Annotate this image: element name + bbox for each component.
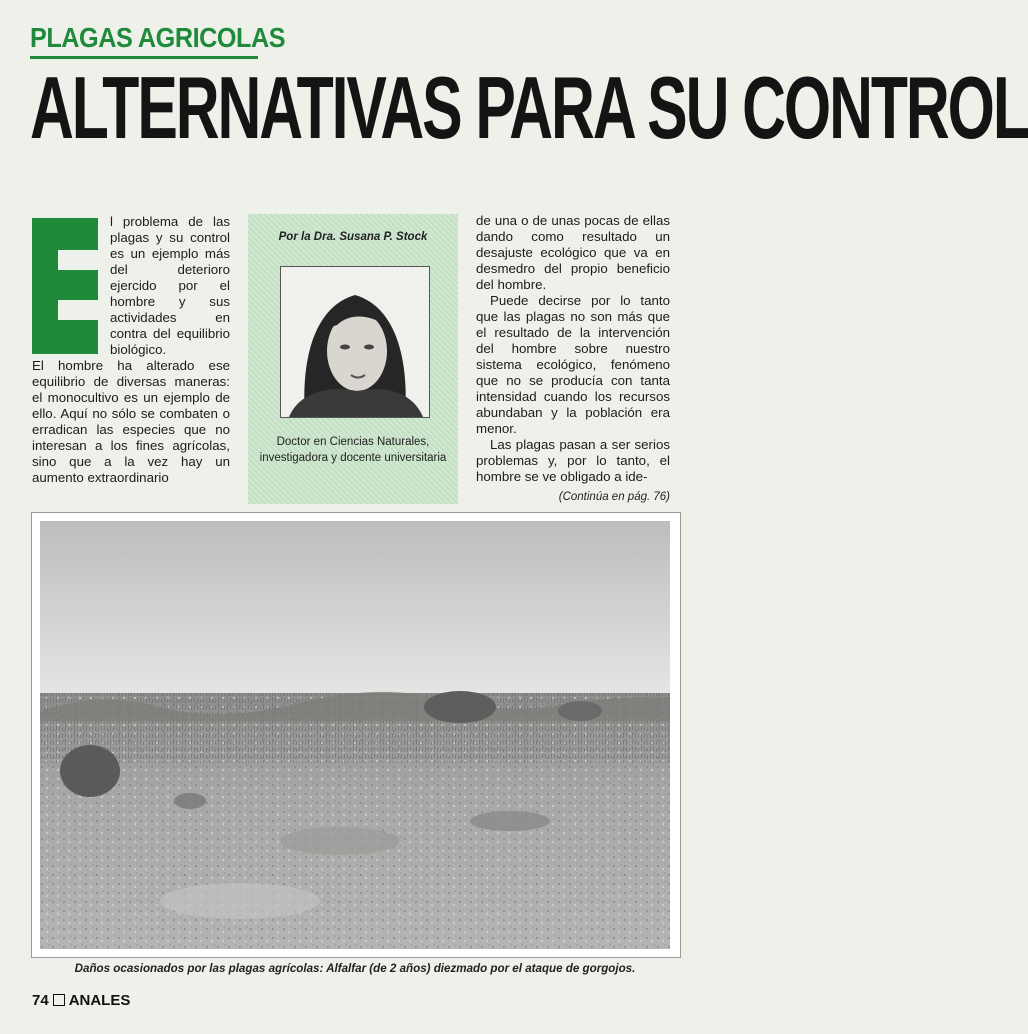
page-footer	[32, 992, 130, 1009]
credential-line: Doctor en Ciencias Naturales,	[276, 436, 430, 448]
author-credentials	[248, 434, 458, 466]
author-portrait	[280, 266, 430, 418]
page-number: 74	[32, 992, 49, 1009]
magazine-name: ANALES	[68, 992, 131, 1009]
paragraph: Las plagas pasan a ser serios problemas y, por lo tanto, el hombre se ve obligado a ide-	[476, 437, 670, 484]
continued-note: (Continúa en pág. 76)	[558, 491, 670, 503]
paragraph: El hombre ha alterado ese equilibrio de diversas maneras: el monocultivo es un ejemplo de ello. Aquí no sólo se combaten o erradican las especies que no interesan a los fines agrícolas, sino que a la vez hay un aumento extraordinario	[32, 358, 230, 485]
photo-frame	[31, 512, 681, 958]
square-icon	[53, 994, 65, 1006]
byline-box	[248, 214, 458, 504]
credential-line: investigadora y docente universitaria	[259, 452, 447, 464]
byline-author: Por la Dra. Susana P. Stock	[278, 231, 428, 243]
field-photo	[40, 521, 670, 949]
article-column-right	[476, 213, 670, 485]
dropcap-e-glyph	[32, 218, 98, 354]
paragraph: Puede decirse por lo tanto que las plagas no son más que el resultado de la intervención del hombre sobre nuestro sistema ecológico, fenómeno que no se producía con tanta intensidad cuando los recursos abundaban y la población era menor.	[476, 293, 670, 436]
dropcap-letter	[32, 218, 98, 354]
alfalfa-field-image	[40, 521, 670, 949]
paragraph: l problema de las plagas y su control es un ejemplo más del deterioro ejercido por el hombre y sus actividades en contra del equilibrio biológico.	[110, 214, 230, 357]
paragraph: de una o de unas pocas de ellas dando como resultado un desajuste ecológico que va en desmedro del propio beneficio del hombre.	[476, 213, 670, 292]
portrait-image	[281, 267, 429, 417]
page-headline: ALTERNATIVAS PARA SU CONTROL	[30, 58, 1028, 157]
article-column-left	[32, 214, 230, 486]
section-kicker: PLAGAS AGRICOLAS	[30, 22, 286, 53]
photo-caption: Daños ocasionados por las plagas agrícolas: Alfalfar (de 2 años) diezmado por el ataque de gorgojos.	[74, 962, 636, 975]
